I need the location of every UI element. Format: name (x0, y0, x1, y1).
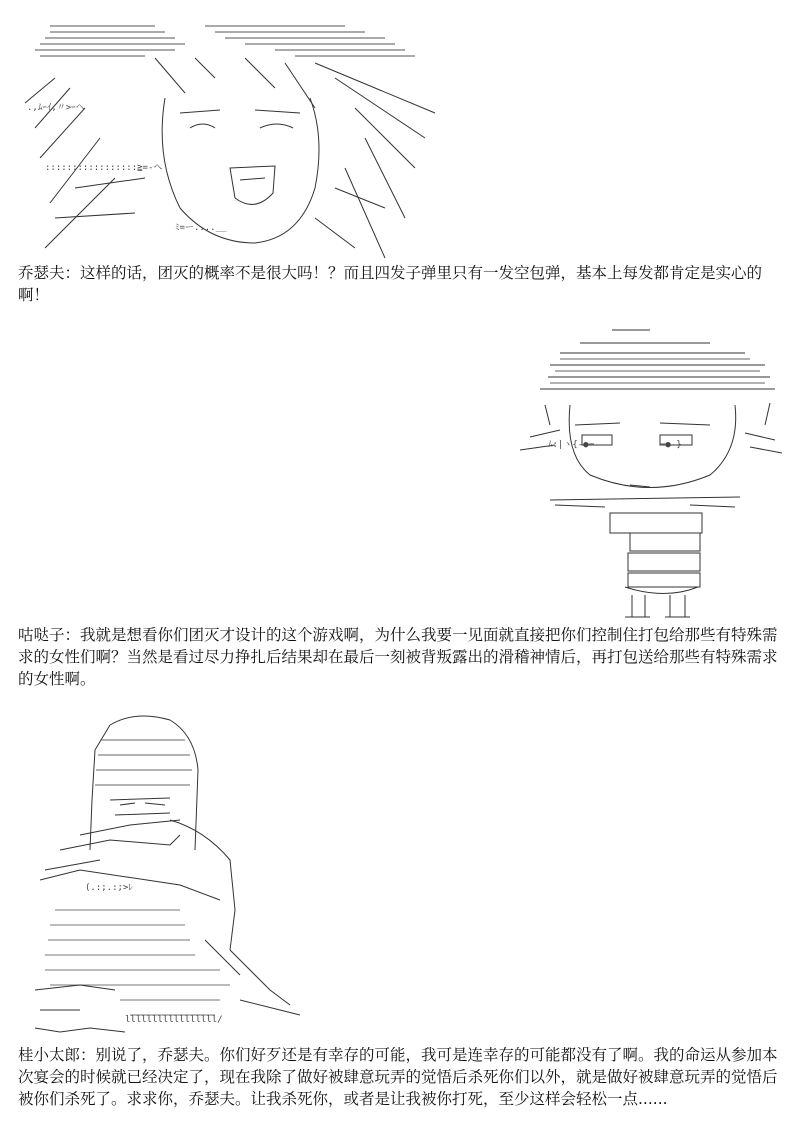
ascii-art-gudako (520, 325, 790, 620)
ascii-art-katsura (20, 710, 320, 1040)
dialogue-line (18, 262, 788, 306)
separator: ： (80, 1046, 96, 1064)
dialogue-line (18, 624, 788, 690)
dialogue-text: 这样的话，团灭的概率不是很大吗！？而且四发子弹里只有一发空包弹，基本上每发都肯定是实心的啊！ (18, 264, 763, 304)
speaker-name: 桂小太郎 (18, 1046, 81, 1064)
dialogue-line (18, 1044, 788, 1110)
speaker-name: 咕哒子 (18, 626, 65, 644)
separator: ： (64, 264, 81, 282)
svg-text:.,ﾑｰｲ,〃>ｰヘ: .,ﾑｰｲ,〃>ｰヘ (27, 103, 85, 113)
speaker-name: 乔瑟夫 (18, 264, 65, 282)
dialogue-text: 别说了，乔瑟夫。你们好歹还是有幸存的可能，我可是连幸存的可能都没有了啊。我的命运从参加本次宴会的时候就已经决定了，现在我除了做好被肆意玩弄的觉悟后杀死你们以外，就是做好被肆意玩弄的觉悟后被你们杀死了。求求你，乔瑟夫。让我杀死你，或者是让我被你打死，至少这样会轻松一点...... (18, 1046, 778, 1108)
ascii-art-joseph (15, 18, 455, 260)
dialogue-text: 我就是想看你们团灭才设计的这个游戏啊，为什么我要一见面就直接把你们控制住打包给那些有特殊需求的女性们啊？当然是看过尽力挣扎后结果却在最后一刻被背叛露出的滑稽神情后，再打包送给那些有特殊需求的女性啊。 (18, 626, 778, 688)
svg-text:(.:;.:;>ﾚ: (.:;.:;>ﾚ (85, 883, 133, 893)
svg-text:ﾑ:|ヽ{-●─: ﾑ:|ヽ{-●─ (548, 440, 595, 450)
svg-text:lllllllllllllllll/: lllllllllllllllll/ (125, 1015, 223, 1025)
svg-text:ﾐ=ー....__: ﾐ=ー....__ (175, 223, 227, 233)
svg-text::::::::::::::::::≧=-へ: :::::::::::::::::≧=-へ (45, 163, 163, 173)
svg-text:─●-}: ─●-} (660, 440, 682, 450)
separator: ： (64, 626, 81, 644)
